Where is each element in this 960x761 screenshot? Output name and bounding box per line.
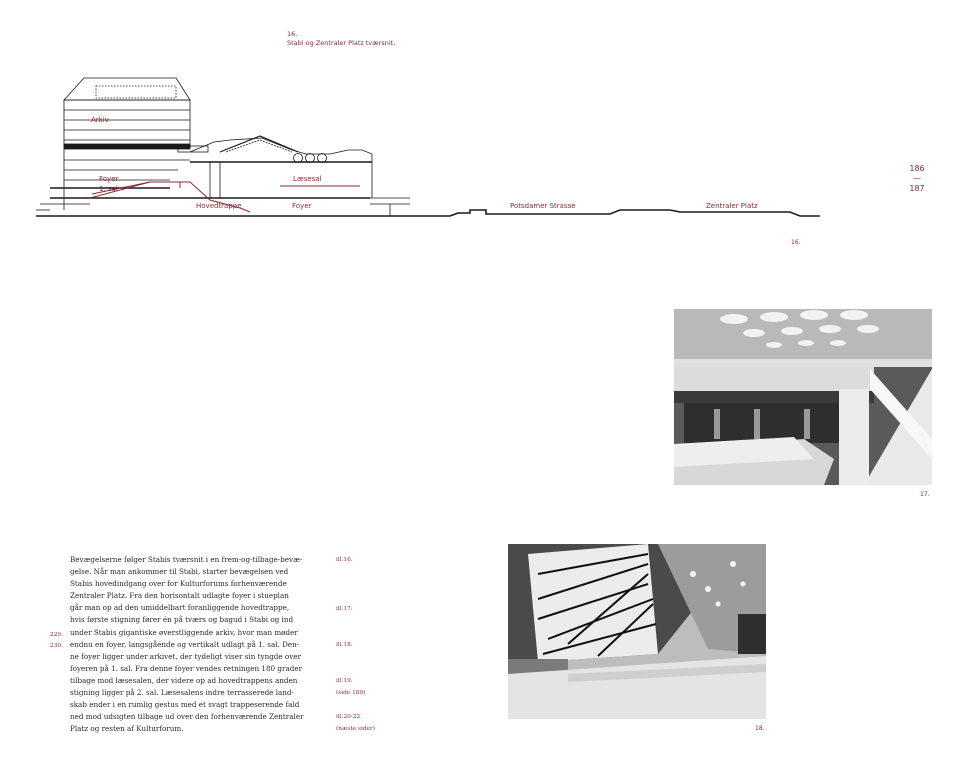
body-line: Zentraler Platz. Fra den horisontalt udlagte foyer i stueplan	[70, 591, 289, 601]
body-line: foyeren på 1. sal. Fra denne foyer vendes retningen 180 grader	[70, 663, 303, 673]
label-potsdamer-strasse: Potsdamer Strasse	[510, 202, 576, 210]
body-line: Stabis hovedindgang over for Kulturforums forhenværende	[70, 579, 287, 589]
page-number-left: 186	[909, 164, 925, 173]
margin-note-ill17: ill.17.	[336, 606, 353, 612]
photo-18-foyer	[508, 544, 766, 719]
page-number-separator: —	[913, 174, 921, 183]
building-section-drawing	[30, 70, 820, 250]
body-line: endnu en foyer, langsgående og vertikalt udlagt på 1. sal. Den-	[70, 639, 300, 649]
body-line: stigning ligger på 2. sal. Læsesalens indre terrasserede land-	[70, 688, 294, 698]
figure-caption-16	[287, 30, 395, 48]
caption-text: Stabi og Zentraler Platz tværsnit.	[287, 39, 396, 47]
page-number-right: 187	[909, 184, 925, 193]
body-line: Bevægelserne følger Stabis tværsnit i en frem-og-tilbage-bevæ-	[70, 555, 303, 564]
margin-note-230: 230.	[50, 643, 63, 649]
margin-note-ill20-22: ill.20-22.	[336, 714, 362, 720]
margin-note-229: 229.	[50, 632, 63, 638]
label-zentraler-platz: Zentraler Platz	[706, 202, 758, 210]
page-numbers	[905, 164, 929, 194]
body-line: hvis første stigning fører én på tværs og bagud i Stabi og ind	[70, 615, 294, 625]
label-foyer-upper: Foyer	[99, 175, 119, 183]
figure-label-17: 17.	[920, 491, 930, 498]
body-line: Platz og resten af Kulturforum.	[70, 724, 184, 734]
archive-roof	[64, 78, 190, 100]
figure-label-18: 18.	[755, 725, 765, 732]
figure-label-16: 16.	[791, 239, 801, 246]
label-laesesal: Læsesal	[293, 175, 322, 183]
label-hovedtrappe: Hovedtrappe	[196, 202, 242, 210]
body-line: tilbage mod læsesalen, der videre op ad hovedtrappens anden	[70, 675, 298, 685]
body-line: skab ender i en rumlig gestus med et svagt trappeserende fald	[70, 700, 300, 710]
label-foyer-lower: Foyer	[292, 202, 312, 210]
body-line: går man op ad den umiddelbart foranliggende hovedtrappe,	[70, 603, 290, 613]
margin-note-ill16: ill.16.	[336, 557, 353, 563]
body-line: ned mod udsigten tilbage ud over den forhenværende Zentraler	[70, 712, 304, 722]
body-line: gelse. Når man ankommer til Stabi, starter bevægelsen ved	[70, 567, 289, 577]
caption-number: 16.	[287, 30, 298, 38]
margin-note-ill18: ill.18.	[336, 642, 353, 648]
body-line: under Stabis gigantiske øverstliggende arkiv, hvor man møder	[70, 627, 298, 637]
margin-note-side189: (side 189)	[336, 690, 366, 696]
label-arkiv: Arkiv	[91, 116, 109, 124]
margin-note-naeste-sider: (næste sider)	[336, 726, 376, 732]
label-1-sal: 1. sal	[99, 185, 118, 193]
body-line: ne foyer ligger under arkivet, der tydeligt viser sin tyngde over	[70, 651, 302, 661]
archive-block	[64, 100, 190, 148]
body-text	[70, 554, 332, 735]
margin-note-ill19: ill.19.	[336, 678, 353, 684]
photo-17-reading-hall	[674, 309, 932, 485]
